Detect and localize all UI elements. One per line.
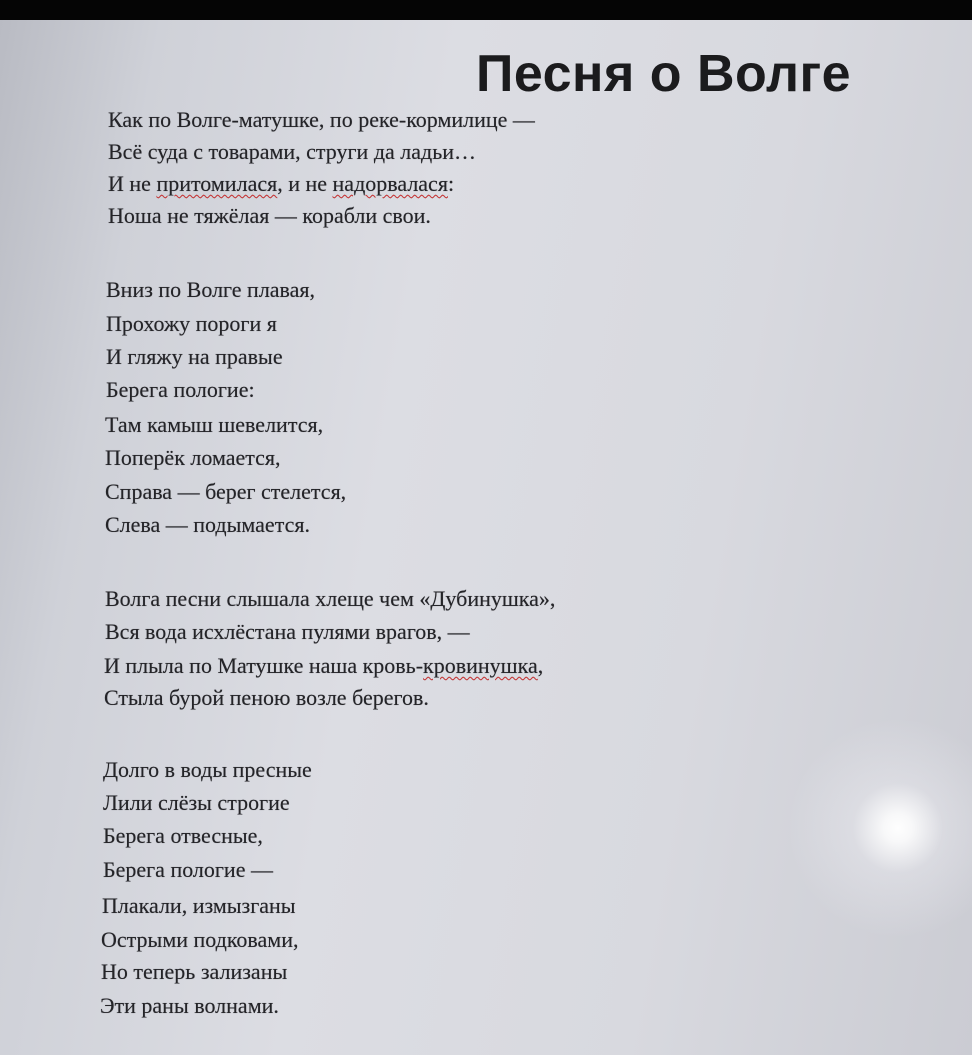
top-black-bar <box>0 0 972 20</box>
poem-line: И не притомилася, и не надорвалася: <box>108 171 455 196</box>
poem-line: Но теперь зализаны <box>101 959 288 984</box>
poem-line: И плыла по Матушке наша кровь-кровинушка, <box>104 653 544 678</box>
poem-line: Слева — подымается. <box>105 512 310 537</box>
poem-line: Волга песни слышала хлеще чем «Дубинушка», <box>105 586 556 611</box>
poem-line: Вся вода исхлёстана пулями врагов, — <box>105 619 470 644</box>
poem-line: Прохожу пороги я <box>106 311 277 336</box>
poem-line: Стыла бурой пеною возле берегов. <box>104 685 429 710</box>
poem-line: Там камыш шевелится, <box>105 412 324 437</box>
poem-line: Острыми подковами, <box>101 927 299 952</box>
poem-line: Берега пологие: <box>106 377 255 402</box>
spellcheck-flag: притомилася <box>156 171 278 196</box>
poem-line: Берега отвесные, <box>103 823 263 848</box>
poem-line: Всё суда с товарами, струги да ладьи… <box>108 139 477 164</box>
poem-line: Справа — берег стелется, <box>105 479 347 504</box>
poem-line: Эти раны волнами. <box>100 993 279 1018</box>
poem-line: Ноша не тяжёлая — корабли свои. <box>108 203 431 228</box>
poem-line: Лили слёзы строгие <box>103 790 290 815</box>
spellcheck-flag: надорвалася <box>332 171 448 196</box>
poem-line: Берега пологие — <box>103 857 273 882</box>
poem-line: Как по Волге-матушке, по реке-кормилице — <box>108 107 535 132</box>
poem-line: Вниз по Волге плавая, <box>106 277 316 302</box>
poem-line: Плакали, измызганы <box>102 893 296 918</box>
monitor-screen <box>0 20 972 1055</box>
poem-line: Долго в воды пресные <box>103 757 312 782</box>
poem-title: Песня о Волге <box>476 45 852 103</box>
poem-body <box>0 20 972 1055</box>
spellcheck-flag: кровинушка <box>423 653 538 678</box>
poem-line: И гляжу на правые <box>106 344 283 369</box>
poem-line: Поперёк ломается, <box>105 445 281 470</box>
